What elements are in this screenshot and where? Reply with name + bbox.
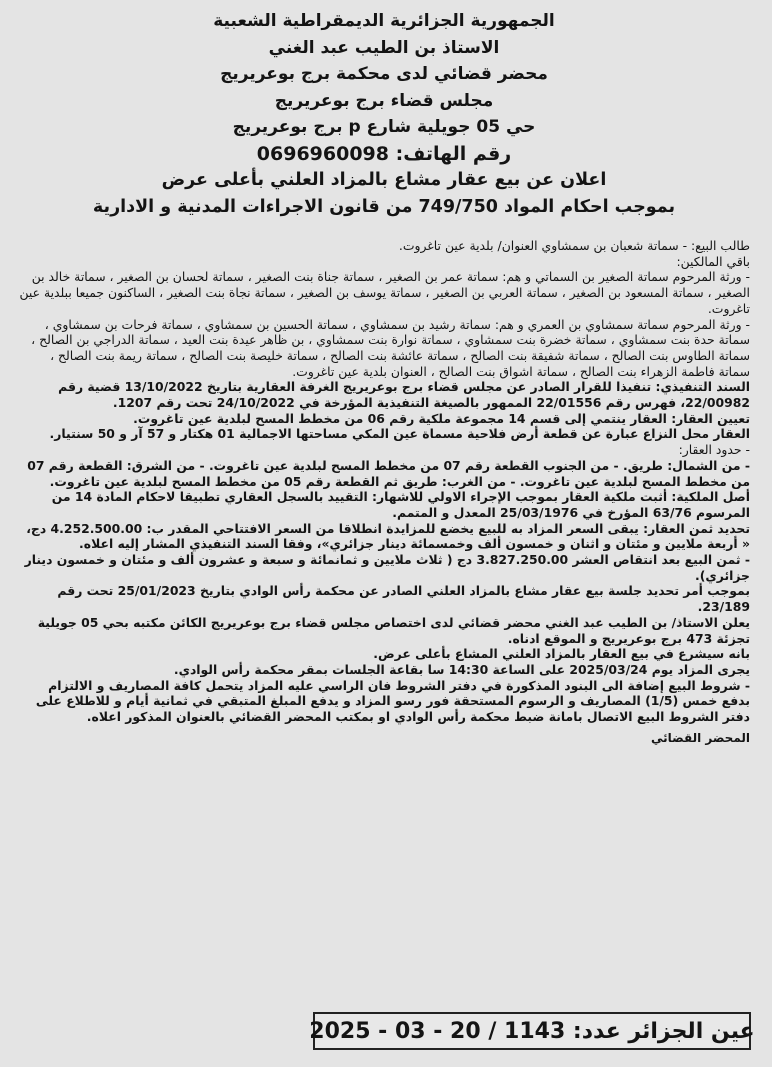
office-address: حي 05 جويلية شارع p برج بوعريريج [232, 117, 536, 137]
court-order-paragraph: بموجب أمر تحديد جلسة بيع عقار مشاع بالمزاد العلني الصادر عن محكمة رأس الوادي بتاريخ 25/01/2023 تحت رقم 23/189. [57, 583, 750, 615]
issue-footer: عين الجزائر عدد: 1143 / 20 - 03 - 2025 [313, 1012, 751, 1050]
boundaries-heading: - حدود العقار: [678, 442, 750, 458]
notice-header [18, 8, 750, 220]
boundaries-paragraph: - من الشمال: طريق. - من الجنوب القطعة رقم 07 من مخطط المسح لبلدية عين تاغروت. - من الشرق: القطعة رقم 07 من مخطط المسح لبلدية عين تاغروت. - من الغرب: طريق ثم القطعة رقم 05 من مخطط المسح لبلدية عين تاغروت. [27, 457, 750, 489]
other-owners-heading: باقي المالكين: [676, 253, 750, 269]
bailiff-name: الاستاذ بن الطيب عبد الغني [268, 37, 500, 58]
auction-date-paragraph: يجرى المزاد يوم 2025/03/24 على الساعة 14:30 سا بقاعة الجلسات بمقر محكمة رأس الوادي. [173, 661, 750, 677]
reduced-price-paragraph: - ثمن البيع بعد انتقاص العشر 3.827.250.00 دج ( ثلاث ملايين و ثمانمائة و سبعة و عشرون ألف و مئتان و خمسون دينار جزائري). [24, 552, 750, 583]
notice-title: اعلان عن بيع عقار مشاع بالمزاد العلني بأعلى عرض [161, 170, 607, 190]
seller-paragraph: طالب البيع: - سماتة شعبان بن سمشاوي العنوان/ بلدية عين تاغروت. [398, 238, 750, 253]
executive-title-paragraph: السند التنفيذي: تنفيذا للقرار الصادر عن مجلس قضاء برج بوعريريج الغرفة العقارية بتاريخ 13/10/2022 قضية رقم 22/00982، فهرس رقم 22/01556 الممهور بالصيغة التنفيذية المؤرخة في 24/10/2022 تحت رقم 1207. [58, 379, 750, 411]
heirs-paragraph-2: - ورثة المرحوم سماتة سمشاوي بن العمري و هم: سماتة رشيد بن سمشاوي ، سماتة الحسين بن سمشاوي ، سماتة فرحات بن سمشاوي ، سماتة حدة بنت سمشاوي ، سماتة خضرة بنت سمشاوي ، سماتة نوارة بنت سمشاوي ، بن ظاهر عيدة بنت العيد ، سماتة الدراجي بن الصالح ، سماتة الطاوس بنت الصالح ، سماتة شفيقة بنت الصالح ، سماتة عائشة بنت الصالح ، سماتة خليصة بنت الصالح ، سماتة ريمة بنت الصالح ، سماتة فاطمة الزهراء بنت الصالح ، سماتة اشواق بنت الصالح ، العنوان بلدية عين تاغروت. [31, 316, 750, 379]
sale-conditions-paragraph: - شروط البيع إضافة الى البنود المذكورة في دفتر الشروط فان الراسي عليه المزاد يتحمل كافة المصاريف و الالتزام بدفع خمس (1/5) المصاريف و الرسوم المستحقة فور رسو المزاد و يدفع المبلغ المتبقي في ثمانية أيام و للاطلاع على دفتر الشروط البيع الاتصال بامانة ضبط محكمة رأس الوادي او بمكتب المحضر القضائي بالعنوان المذكور اعلاه. [35, 677, 750, 725]
republic-title: الجمهورية الجزائرية الديمقراطية الشعبية [213, 11, 555, 31]
notice-body [18, 238, 750, 747]
signature: المحضر القضائي [650, 730, 750, 745]
sale-start-paragraph: بانه سيشرع في بيع العقار بالمزاد العلني المشاع بأعلى عرض. [373, 646, 750, 662]
price-paragraph: تحديد ثمن العقار: يبقى السعر المزاد به للبيع يخضع للمزايدة انطلاقا من السعر الافتتاحي المقدر ب: 4.252.500.00 دج، « أربعة ملايين و مئتان و اثنان و خمسون ألف وخمسمائة دينار جزائري»، وفقا السند التنفيذي المشار إليه اعلاه. [26, 520, 750, 552]
heirs-paragraph-1: - ورثة المرحوم سماتة الصغير بن السماتي و هم: سماتة عمر بن الصغير ، سماتة جناة بنت الصغير ، سماتة لحسان بن الصغير ، سماتة خالد بن الصغير ، سماتة المسعود بن الصغير ، سماتة العربي بن الصغير ، سماتة يوسف بن الصغير ، سماتة نجاة بنت الصغير ، الساكنون جميعا ببلدية عين تاغروت. [19, 269, 750, 316]
legal-basis: بموجب احكام المواد 749/750 من قانون الاجراءات المدنية و الادارية [92, 196, 676, 217]
property-description: العقار محل النزاع عبارة عن قطعة أرض فلاحية مسماة عين المكي مساحتها الاجمالية 01 هكتار و 57 آر و 50 سنتيار. [49, 426, 750, 442]
property-designation: تعيين العقار: العقار ينتمي إلى قسم 14 مجموعة ملكية رقم 06 من مخطط المسح لبلدية عين تاغروت. [133, 410, 750, 426]
announcement-paragraph: يعلن الاستاذ/ بن الطيب عبد الغني محضر قضائي لدى اختصاص مجلس قضاء برج بوعريريج الكائن مكتبه بحي 05 جويلية تجزئة 473 برج بوعريريج و الموقع ادناه. [37, 614, 750, 646]
bailiff-court: محضر قضائي لدى محكمة برج بوعريريج [220, 64, 548, 84]
judicial-council: مجلس قضاء برج بوعريريج [274, 90, 494, 111]
ownership-origin: أصل الملكية: أثبت ملكية العقار بموجب الإجراء الاولي للاشهار: التقييد بالسجل العقاري تطبيقا لاحكام المادة 14 من المرسوم 63/76 المؤرخ في 25/03/1976 المعدل و المتمم. [51, 489, 750, 520]
phone-number: رقم الهاتف: 0696960098 [256, 142, 512, 165]
